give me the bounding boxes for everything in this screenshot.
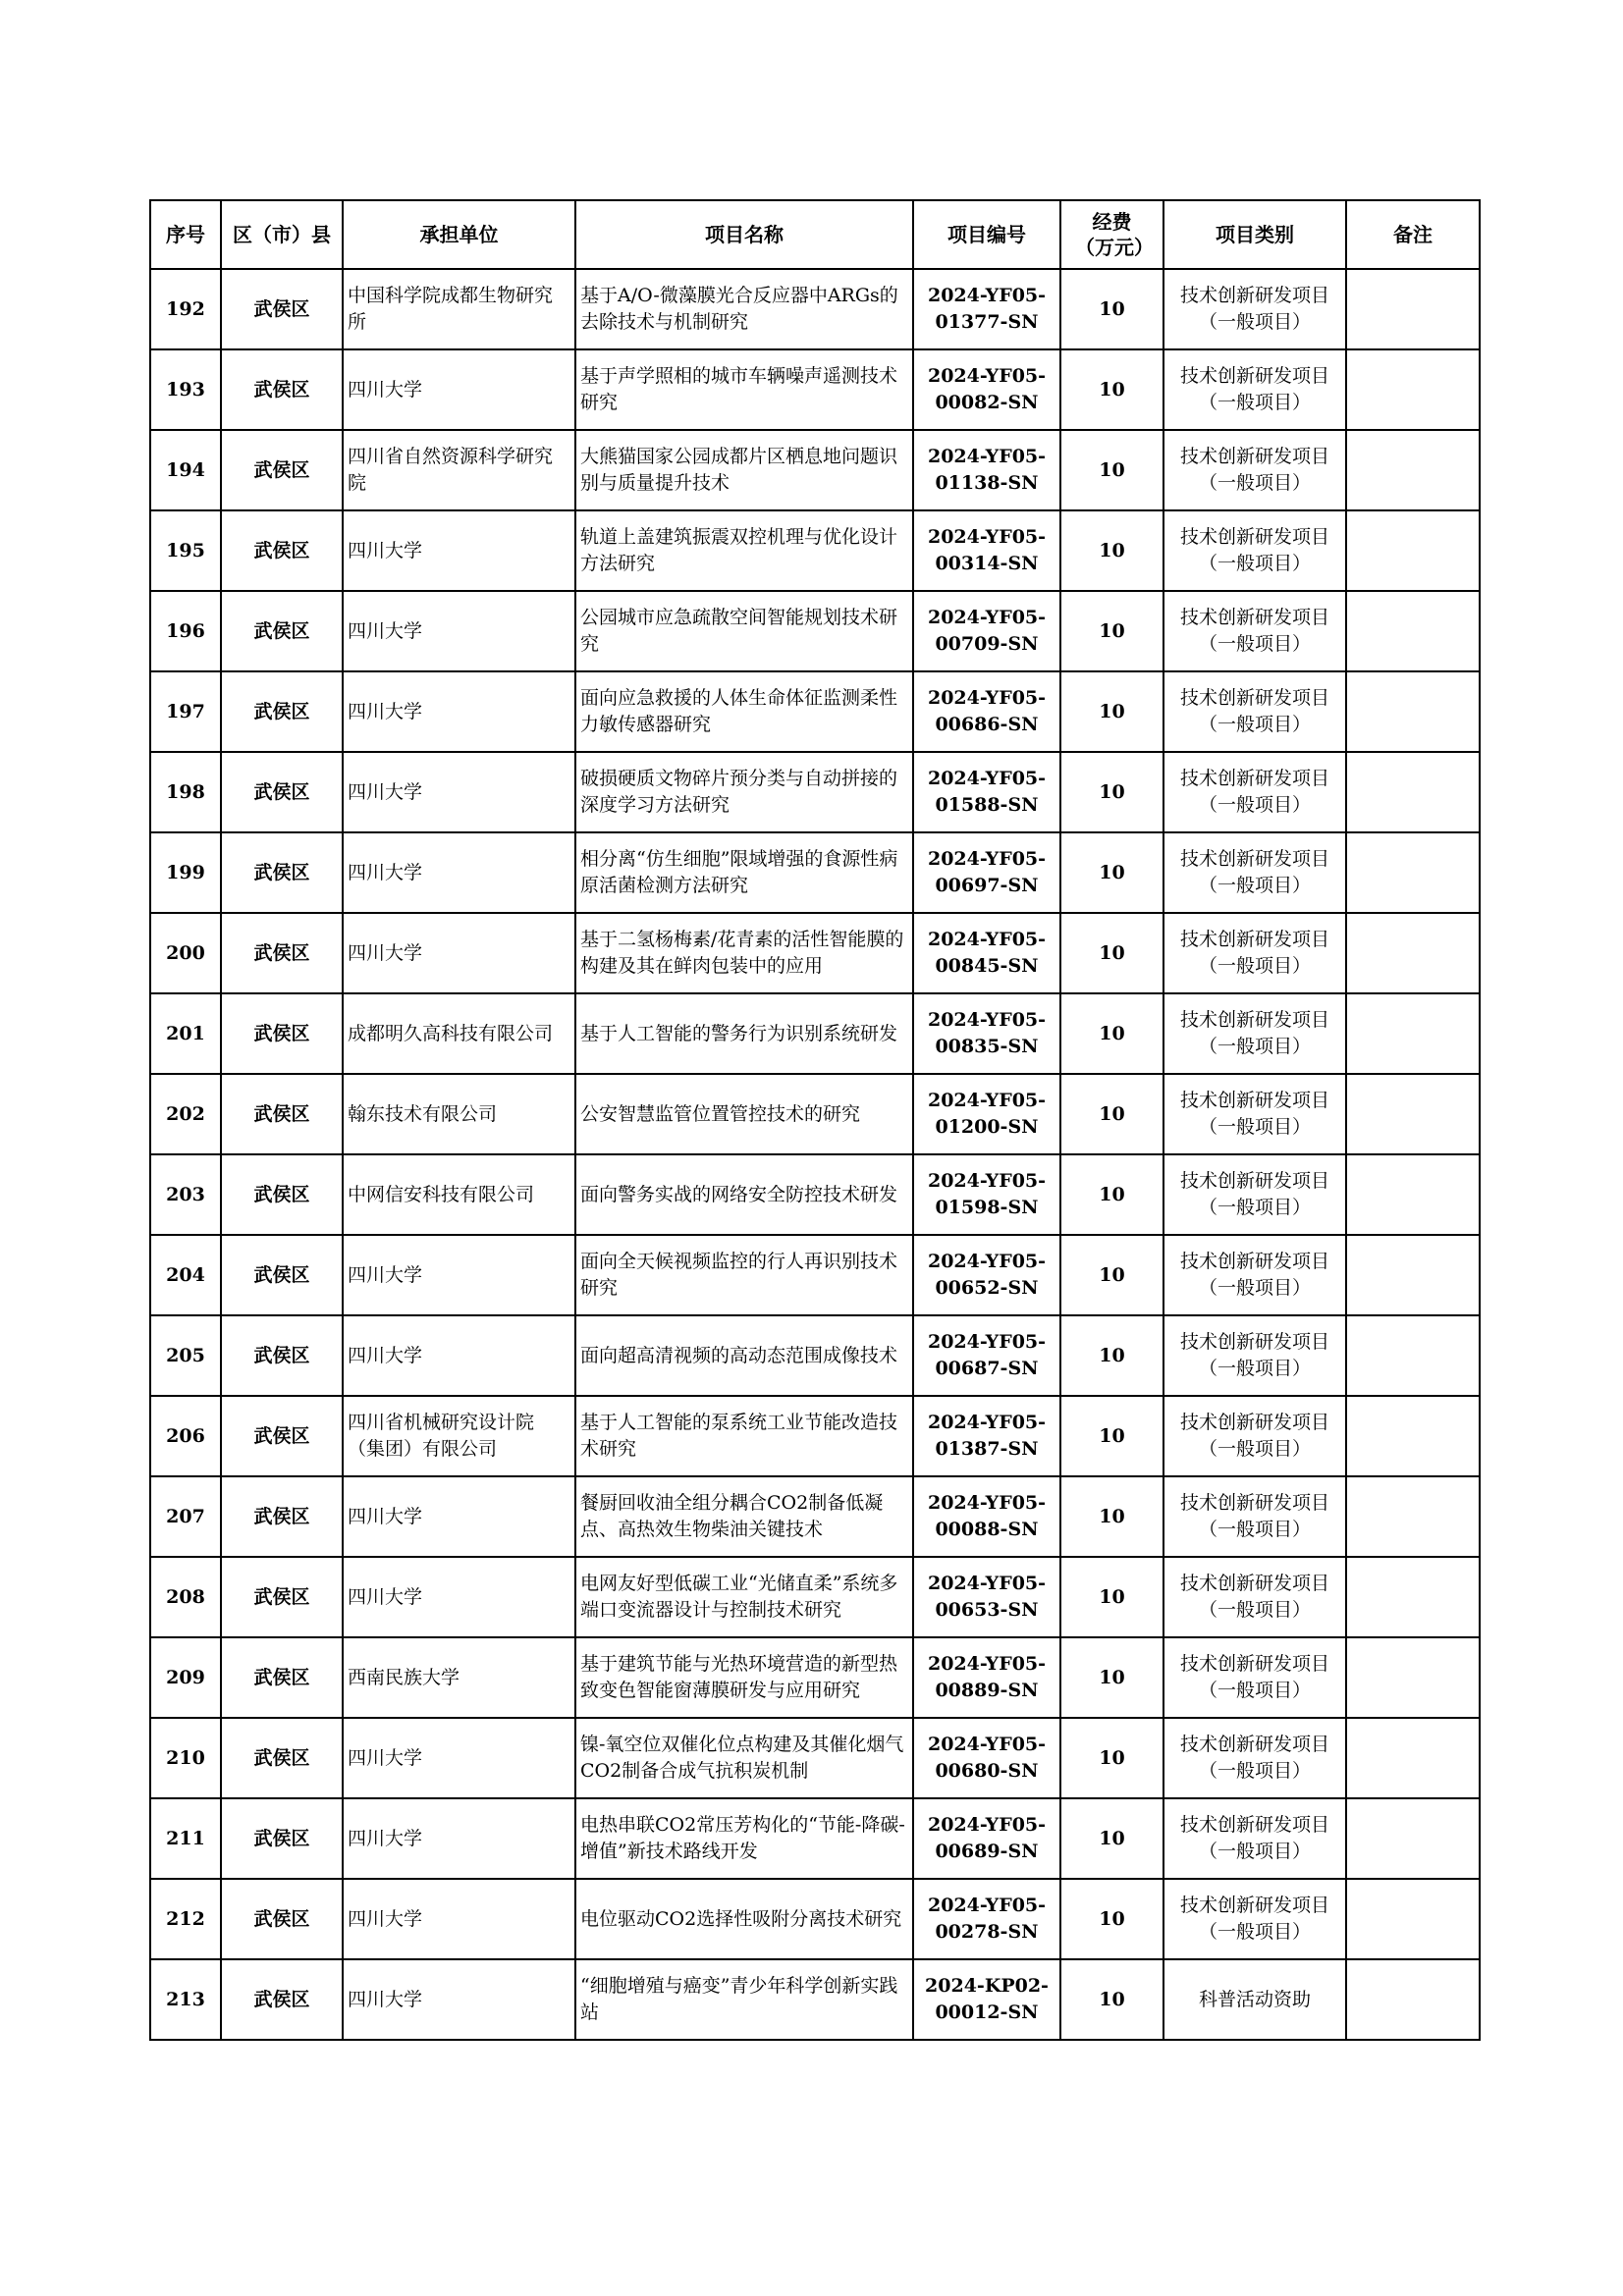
cell-remark <box>1346 1879 1480 1959</box>
cell-district: 武侯区 <box>221 1557 343 1637</box>
cell-unit: 四川大学 <box>343 1476 575 1557</box>
cell-remark <box>1346 671 1480 752</box>
cell-project-name: 基于人工智能的警务行为识别系统研发 <box>575 993 913 1074</box>
cell-no: 193 <box>150 349 221 430</box>
cell-project-code: 2024-YF05-00653-SN <box>913 1557 1060 1637</box>
cell-funding: 10 <box>1060 993 1163 1074</box>
cell-project-name: 公安智慧监管位置管控技术的研究 <box>575 1074 913 1154</box>
cell-unit: 西南民族大学 <box>343 1637 575 1718</box>
header-remark: 备注 <box>1346 200 1480 269</box>
cell-remark <box>1346 510 1480 591</box>
table-row <box>150 510 1480 591</box>
cell-unit: 四川大学 <box>343 1798 575 1879</box>
cell-remark <box>1346 269 1480 349</box>
cell-no: 203 <box>150 1154 221 1235</box>
table-body <box>150 269 1480 2040</box>
cell-funding: 10 <box>1060 591 1163 671</box>
cell-unit: 四川大学 <box>343 591 575 671</box>
cell-project-code: 2024-YF05-00278-SN <box>913 1879 1060 1959</box>
table-row <box>150 1396 1480 1476</box>
cell-project-name: 基于二氢杨梅素/花青素的活性智能膜的构建及其在鲜肉包装中的应用 <box>575 913 913 993</box>
header-category: 项目类别 <box>1163 200 1346 269</box>
cell-unit: 四川大学 <box>343 1959 575 2040</box>
header-unit: 承担单位 <box>343 200 575 269</box>
cell-category: 技术创新研发项目（一般项目） <box>1163 591 1346 671</box>
table-row <box>150 1074 1480 1154</box>
cell-remark <box>1346 1315 1480 1396</box>
cell-funding: 10 <box>1060 1879 1163 1959</box>
cell-district: 武侯区 <box>221 269 343 349</box>
cell-remark <box>1346 752 1480 832</box>
cell-district: 武侯区 <box>221 591 343 671</box>
cell-project-code: 2024-YF05-00845-SN <box>913 913 1060 993</box>
cell-category: 技术创新研发项目（一般项目） <box>1163 1718 1346 1798</box>
cell-project-name: 面向全天候视频监控的行人再识别技术研究 <box>575 1235 913 1315</box>
cell-district: 武侯区 <box>221 913 343 993</box>
cell-no: 199 <box>150 832 221 913</box>
cell-project-code: 2024-YF05-00709-SN <box>913 591 1060 671</box>
header-funding: 经费（万元） <box>1060 200 1163 269</box>
cell-category: 技术创新研发项目（一般项目） <box>1163 1557 1346 1637</box>
cell-district: 武侯区 <box>221 1476 343 1557</box>
table-row <box>150 671 1480 752</box>
cell-unit: 四川省自然资源科学研究院 <box>343 430 575 510</box>
cell-funding: 10 <box>1060 913 1163 993</box>
cell-funding: 10 <box>1060 1235 1163 1315</box>
cell-district: 武侯区 <box>221 1074 343 1154</box>
cell-project-code: 2024-YF05-00687-SN <box>913 1315 1060 1396</box>
cell-unit: 中国科学院成都生物研究所 <box>343 269 575 349</box>
cell-project-name: 基于人工智能的泵系统工业节能改造技术研究 <box>575 1396 913 1476</box>
cell-unit: 四川大学 <box>343 1718 575 1798</box>
cell-project-code: 2024-YF05-01588-SN <box>913 752 1060 832</box>
cell-unit: 四川大学 <box>343 913 575 993</box>
table-row <box>150 832 1480 913</box>
table-row <box>150 1557 1480 1637</box>
table-row <box>150 1154 1480 1235</box>
cell-funding: 10 <box>1060 671 1163 752</box>
cell-remark <box>1346 832 1480 913</box>
cell-category: 技术创新研发项目（一般项目） <box>1163 269 1346 349</box>
cell-project-name: 公园城市应急疏散空间智能规划技术研究 <box>575 591 913 671</box>
cell-category: 技术创新研发项目（一般项目） <box>1163 349 1346 430</box>
cell-project-name: 基于建筑节能与光热环境营造的新型热致变色智能窗薄膜研发与应用研究 <box>575 1637 913 1718</box>
cell-category: 技术创新研发项目（一般项目） <box>1163 1879 1346 1959</box>
cell-no: 194 <box>150 430 221 510</box>
cell-no: 200 <box>150 913 221 993</box>
cell-funding: 10 <box>1060 1798 1163 1879</box>
cell-funding: 10 <box>1060 832 1163 913</box>
cell-category: 技术创新研发项目（一般项目） <box>1163 1476 1346 1557</box>
cell-funding: 10 <box>1060 1074 1163 1154</box>
cell-unit: 四川大学 <box>343 1879 575 1959</box>
cell-remark <box>1346 1235 1480 1315</box>
cell-project-code: 2024-YF05-01138-SN <box>913 430 1060 510</box>
cell-project-name: 电热串联CO2常压芳构化的“节能-降碳-增值”新技术路线开发 <box>575 1798 913 1879</box>
cell-no: 192 <box>150 269 221 349</box>
cell-no: 205 <box>150 1315 221 1396</box>
cell-unit: 四川大学 <box>343 671 575 752</box>
cell-no: 198 <box>150 752 221 832</box>
table-row <box>150 1235 1480 1315</box>
cell-category: 技术创新研发项目（一般项目） <box>1163 1074 1346 1154</box>
cell-district: 武侯区 <box>221 1879 343 1959</box>
table-row <box>150 1718 1480 1798</box>
cell-remark <box>1346 1154 1480 1235</box>
cell-no: 204 <box>150 1235 221 1315</box>
cell-category: 技术创新研发项目（一般项目） <box>1163 913 1346 993</box>
cell-category: 技术创新研发项目（一般项目） <box>1163 1315 1346 1396</box>
cell-funding: 10 <box>1060 510 1163 591</box>
header-no: 序号 <box>150 200 221 269</box>
table-row <box>150 591 1480 671</box>
cell-unit: 四川大学 <box>343 1235 575 1315</box>
table-row <box>150 1798 1480 1879</box>
project-table <box>149 199 1481 2041</box>
header-code: 项目编号 <box>913 200 1060 269</box>
cell-funding: 10 <box>1060 1315 1163 1396</box>
table-row <box>150 1476 1480 1557</box>
cell-district: 武侯区 <box>221 993 343 1074</box>
cell-category: 技术创新研发项目（一般项目） <box>1163 1235 1346 1315</box>
header-name: 项目名称 <box>575 200 913 269</box>
header-district: 区（市）县 <box>221 200 343 269</box>
cell-no: 208 <box>150 1557 221 1637</box>
cell-funding: 10 <box>1060 1557 1163 1637</box>
cell-category: 技术创新研发项目（一般项目） <box>1163 752 1346 832</box>
cell-unit: 四川大学 <box>343 349 575 430</box>
cell-project-code: 2024-YF05-01598-SN <box>913 1154 1060 1235</box>
cell-district: 武侯区 <box>221 510 343 591</box>
cell-no: 201 <box>150 993 221 1074</box>
cell-project-code: 2024-YF05-00686-SN <box>913 671 1060 752</box>
cell-funding: 10 <box>1060 1396 1163 1476</box>
cell-project-code: 2024-YF05-00088-SN <box>913 1476 1060 1557</box>
cell-project-name: 大熊猫国家公园成都片区栖息地问题识别与质量提升技术 <box>575 430 913 510</box>
cell-funding: 10 <box>1060 430 1163 510</box>
cell-project-code: 2024-KP02-00012-SN <box>913 1959 1060 2040</box>
cell-remark <box>1346 1476 1480 1557</box>
cell-remark <box>1346 1396 1480 1476</box>
cell-unit: 四川大学 <box>343 752 575 832</box>
cell-district: 武侯区 <box>221 1637 343 1718</box>
cell-remark <box>1346 1637 1480 1718</box>
cell-remark <box>1346 1959 1480 2040</box>
cell-funding: 10 <box>1060 1959 1163 2040</box>
cell-project-code: 2024-YF05-00652-SN <box>913 1235 1060 1315</box>
cell-remark <box>1346 430 1480 510</box>
cell-district: 武侯区 <box>221 1235 343 1315</box>
cell-district: 武侯区 <box>221 1396 343 1476</box>
table-row <box>150 1959 1480 2040</box>
cell-category: 技术创新研发项目（一般项目） <box>1163 993 1346 1074</box>
cell-district: 武侯区 <box>221 430 343 510</box>
table-row <box>150 430 1480 510</box>
cell-project-code: 2024-YF05-00314-SN <box>913 510 1060 591</box>
cell-no: 207 <box>150 1476 221 1557</box>
cell-no: 195 <box>150 510 221 591</box>
cell-no: 196 <box>150 591 221 671</box>
cell-funding: 10 <box>1060 1154 1163 1235</box>
cell-funding: 10 <box>1060 752 1163 832</box>
cell-project-name: “细胞增殖与癌变”青少年科学创新实践站 <box>575 1959 913 2040</box>
cell-category: 技术创新研发项目（一般项目） <box>1163 1798 1346 1879</box>
cell-funding: 10 <box>1060 269 1163 349</box>
cell-funding: 10 <box>1060 1718 1163 1798</box>
cell-no: 212 <box>150 1879 221 1959</box>
cell-district: 武侯区 <box>221 349 343 430</box>
cell-district: 武侯区 <box>221 832 343 913</box>
cell-project-name: 电位驱动CO2选择性吸附分离技术研究 <box>575 1879 913 1959</box>
cell-unit: 四川大学 <box>343 1315 575 1396</box>
cell-district: 武侯区 <box>221 752 343 832</box>
cell-project-name: 电网友好型低碳工业“光储直柔”系统多端口变流器设计与控制技术研究 <box>575 1557 913 1637</box>
cell-project-code: 2024-YF05-00680-SN <box>913 1718 1060 1798</box>
cell-unit: 四川大学 <box>343 1557 575 1637</box>
cell-project-code: 2024-YF05-01377-SN <box>913 269 1060 349</box>
cell-unit: 中网信安科技有限公司 <box>343 1154 575 1235</box>
cell-remark <box>1346 349 1480 430</box>
cell-funding: 10 <box>1060 349 1163 430</box>
cell-category: 技术创新研发项目（一般项目） <box>1163 1396 1346 1476</box>
cell-project-name: 基于声学照相的城市车辆噪声遥测技术研究 <box>575 349 913 430</box>
cell-no: 197 <box>150 671 221 752</box>
cell-project-name: 轨道上盖建筑振震双控机理与优化设计方法研究 <box>575 510 913 591</box>
cell-project-name: 镍-氧空位双催化位点构建及其催化烟气CO2制备合成气抗积炭机制 <box>575 1718 913 1798</box>
cell-project-name: 基于A/O-微藻膜光合反应器中ARGs的去除技术与机制研究 <box>575 269 913 349</box>
cell-funding: 10 <box>1060 1637 1163 1718</box>
cell-unit: 翰东技术有限公司 <box>343 1074 575 1154</box>
cell-remark <box>1346 1074 1480 1154</box>
cell-project-code: 2024-YF05-01387-SN <box>913 1396 1060 1476</box>
cell-no: 206 <box>150 1396 221 1476</box>
cell-district: 武侯区 <box>221 1154 343 1235</box>
table-row <box>150 269 1480 349</box>
cell-project-code: 2024-YF05-01200-SN <box>913 1074 1060 1154</box>
cell-project-code: 2024-YF05-00835-SN <box>913 993 1060 1074</box>
table-row <box>150 752 1480 832</box>
cell-project-name: 破损硬质文物碎片预分类与自动拼接的深度学习方法研究 <box>575 752 913 832</box>
cell-remark <box>1346 1798 1480 1879</box>
cell-unit: 四川大学 <box>343 510 575 591</box>
cell-project-code: 2024-YF05-00889-SN <box>913 1637 1060 1718</box>
table-row <box>150 349 1480 430</box>
cell-category: 技术创新研发项目（一般项目） <box>1163 1154 1346 1235</box>
cell-funding: 10 <box>1060 1476 1163 1557</box>
cell-project-code: 2024-YF05-00697-SN <box>913 832 1060 913</box>
table-row <box>150 993 1480 1074</box>
cell-district: 武侯区 <box>221 671 343 752</box>
cell-no: 202 <box>150 1074 221 1154</box>
cell-no: 211 <box>150 1798 221 1879</box>
cell-project-name: 相分离“仿生细胞”限域增强的食源性病原活菌检测方法研究 <box>575 832 913 913</box>
header-row <box>150 200 1480 269</box>
cell-unit: 四川省机械研究设计院（集团）有限公司 <box>343 1396 575 1476</box>
cell-category: 科普活动资助 <box>1163 1959 1346 2040</box>
cell-category: 技术创新研发项目（一般项目） <box>1163 510 1346 591</box>
cell-remark <box>1346 1718 1480 1798</box>
cell-remark <box>1346 913 1480 993</box>
cell-unit: 成都明久高科技有限公司 <box>343 993 575 1074</box>
cell-category: 技术创新研发项目（一般项目） <box>1163 832 1346 913</box>
cell-district: 武侯区 <box>221 1718 343 1798</box>
table-row <box>150 913 1480 993</box>
cell-remark <box>1346 1557 1480 1637</box>
cell-unit: 四川大学 <box>343 832 575 913</box>
cell-project-name: 餐厨回收油全组分耦合CO2制备低凝点、高热效生物柴油关键技术 <box>575 1476 913 1557</box>
cell-project-name: 面向应急救援的人体生命体征监测柔性力敏传感器研究 <box>575 671 913 752</box>
cell-project-code: 2024-YF05-00082-SN <box>913 349 1060 430</box>
cell-category: 技术创新研发项目（一般项目） <box>1163 1637 1346 1718</box>
cell-category: 技术创新研发项目（一般项目） <box>1163 671 1346 752</box>
cell-project-code: 2024-YF05-00689-SN <box>913 1798 1060 1879</box>
cell-remark <box>1346 993 1480 1074</box>
cell-project-name: 面向警务实战的网络安全防控技术研发 <box>575 1154 913 1235</box>
table-row <box>150 1637 1480 1718</box>
cell-district: 武侯区 <box>221 1959 343 2040</box>
cell-district: 武侯区 <box>221 1798 343 1879</box>
cell-category: 技术创新研发项目（一般项目） <box>1163 430 1346 510</box>
table-row <box>150 1315 1480 1396</box>
cell-project-name: 面向超高清视频的高动态范围成像技术 <box>575 1315 913 1396</box>
cell-no: 213 <box>150 1959 221 2040</box>
cell-no: 209 <box>150 1637 221 1718</box>
table-row <box>150 1879 1480 1959</box>
cell-no: 210 <box>150 1718 221 1798</box>
cell-remark <box>1346 591 1480 671</box>
cell-district: 武侯区 <box>221 1315 343 1396</box>
